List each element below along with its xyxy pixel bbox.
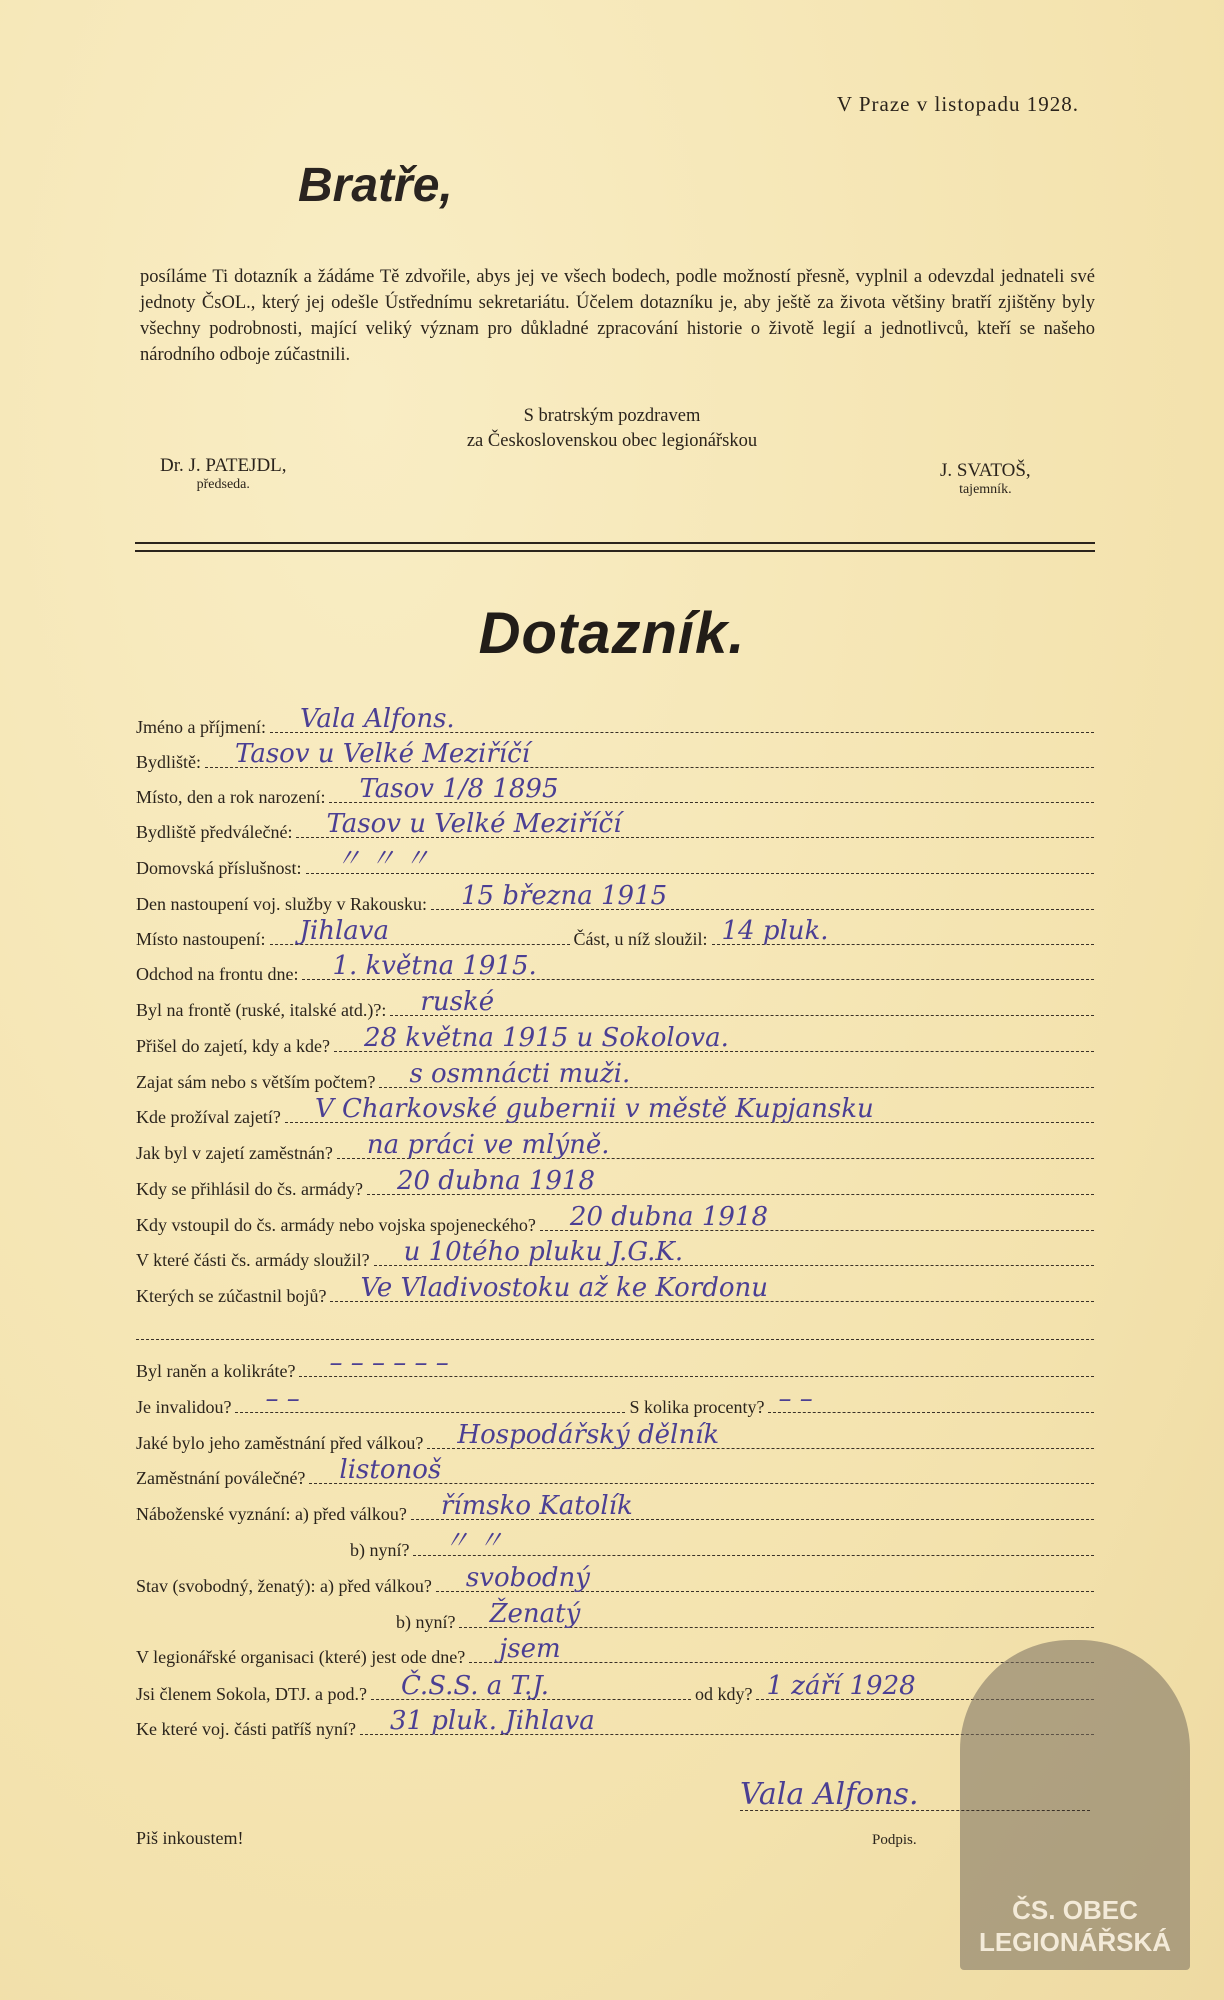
left-signatory bbox=[160, 455, 287, 493]
field-value: 31 pluk. Jihlava bbox=[389, 1706, 595, 1736]
field-value: u 10tého pluku J.G.K. bbox=[403, 1237, 684, 1267]
field-value: na práci ve mlýně. bbox=[366, 1130, 610, 1160]
field-input[interactable] bbox=[285, 1094, 1094, 1124]
field-input[interactable] bbox=[205, 739, 1094, 769]
form-title: Dotazník. bbox=[478, 601, 746, 666]
field-input[interactable] bbox=[309, 1455, 1094, 1485]
field-label: od kdy? bbox=[694, 1684, 753, 1704]
field-value: 1 září 1928 bbox=[766, 1671, 916, 1701]
field-value: V Charkovské gubernii v městě Kupjansku bbox=[314, 1094, 874, 1124]
field-input[interactable] bbox=[768, 1384, 1094, 1414]
field-label: Bydliště: bbox=[136, 752, 202, 772]
field-value: Ve Vladivostoku až ke Kordonu bbox=[360, 1273, 769, 1303]
field-label: Jak byl v zajetí zaměstnán? bbox=[136, 1143, 333, 1163]
field-value: Tasov u Velké Meziříčí bbox=[235, 739, 530, 769]
field-label: Kdy se přihlásil do čs. armády? bbox=[136, 1179, 363, 1199]
field-input[interactable] bbox=[374, 1237, 1094, 1267]
field-label: b) nyní? bbox=[396, 1612, 456, 1632]
field-label: Bydliště předválečné: bbox=[136, 822, 293, 842]
field-label: Zajat sám nebo s větším počtem? bbox=[136, 1072, 376, 1092]
field-label: Byl raněn a kolikráte? bbox=[136, 1361, 296, 1381]
form-row bbox=[136, 916, 1094, 950]
right-signatory-role: tajemník. bbox=[959, 482, 1012, 497]
field-label: Jméno a příjmení: bbox=[136, 717, 266, 737]
field-input[interactable] bbox=[270, 916, 570, 946]
field-input[interactable] bbox=[334, 1023, 1094, 1053]
form-row bbox=[136, 1023, 1094, 1057]
field-input[interactable] bbox=[235, 1384, 625, 1414]
form-row bbox=[136, 1455, 1094, 1489]
form-row bbox=[350, 1526, 1094, 1561]
signature-value: Vala Alfons. bbox=[740, 1777, 919, 1812]
field-label: Kdy vstoupil do čs. armády nebo vojska spojeneckého? bbox=[136, 1215, 536, 1235]
field-value: 20 dubna 1918 bbox=[396, 1166, 596, 1196]
field-input[interactable] bbox=[306, 844, 1094, 874]
form-row bbox=[136, 1315, 1094, 1345]
form-row bbox=[136, 1671, 1094, 1705]
document-date: V Praze v listopadu 1928. bbox=[836, 92, 1079, 116]
field-label: Byl na frontě (ruské, italské atd.)?: bbox=[136, 1000, 387, 1020]
field-value: Vala Alfons. bbox=[299, 704, 455, 734]
salutation-heading: Bratře, bbox=[298, 159, 453, 212]
field-value: jsem bbox=[499, 1634, 561, 1664]
form-row bbox=[136, 1237, 1094, 1271]
form-row bbox=[136, 739, 1094, 773]
field-input[interactable] bbox=[427, 1420, 1094, 1450]
field-value: svobodný bbox=[465, 1563, 590, 1593]
field-input[interactable] bbox=[459, 1599, 1094, 1629]
field-label: Ke které voj. části patříš nyní? bbox=[136, 1719, 356, 1739]
form-row bbox=[136, 1563, 1094, 1597]
form-row bbox=[136, 1706, 1094, 1740]
field-label: Přišel do zajetí, kdy a kde? bbox=[136, 1036, 330, 1056]
field-input[interactable] bbox=[330, 1273, 1094, 1303]
field-label: Je invalidou? bbox=[136, 1397, 232, 1417]
divider-line bbox=[135, 542, 1095, 544]
field-value: – – – – – – bbox=[329, 1348, 449, 1378]
field-value: 〃 〃 〃 bbox=[335, 844, 431, 874]
field-value: 15 března 1915 bbox=[460, 881, 668, 911]
form-row bbox=[136, 951, 1094, 985]
field-label: Jsi členem Sokola, DTJ. a pod.? bbox=[136, 1684, 367, 1704]
field-input[interactable] bbox=[390, 987, 1094, 1017]
form-row bbox=[136, 1094, 1094, 1128]
field-label: Stav (svobodný, ženatý): a) před válkou? bbox=[136, 1576, 432, 1596]
form-row bbox=[136, 1273, 1094, 1307]
field-value: Tasov 1/8 1895 bbox=[359, 774, 559, 804]
field-value: 14 pluk. bbox=[721, 916, 829, 946]
field-input[interactable] bbox=[413, 1526, 1094, 1556]
form-row bbox=[136, 774, 1094, 808]
form-row bbox=[136, 881, 1094, 915]
form-row bbox=[136, 809, 1094, 843]
form-row bbox=[136, 1491, 1094, 1525]
form-row bbox=[396, 1599, 1094, 1633]
field-label: Kterých se zúčastnil bojů? bbox=[136, 1286, 327, 1306]
field-value: Tasov u Velké Meziříčí bbox=[326, 809, 622, 839]
field-label: Den nastoupení voj. služby v Rakousku: bbox=[136, 894, 427, 914]
field-value: s osmnácti muži. bbox=[409, 1059, 631, 1089]
field-label: Domovská příslušnost: bbox=[136, 858, 302, 878]
field-value: 〃 〃 bbox=[443, 1526, 504, 1556]
field-value: 20 dubna 1918 bbox=[569, 1202, 768, 1232]
field-value: – – bbox=[265, 1384, 300, 1414]
field-input[interactable] bbox=[436, 1563, 1094, 1593]
greeting-line-2: za Československou obec legionářskou bbox=[466, 431, 758, 451]
field-value: ruské bbox=[420, 987, 495, 1017]
field-input[interactable] bbox=[469, 1634, 1094, 1664]
field-label: Jaké bylo jeho zaměstnání před válkou? bbox=[136, 1433, 424, 1453]
field-input[interactable] bbox=[299, 1348, 1094, 1378]
field-input[interactable] bbox=[431, 881, 1094, 911]
field-value: 1. května 1915. bbox=[332, 951, 537, 981]
field-input[interactable] bbox=[371, 1671, 691, 1701]
form-row bbox=[136, 1130, 1094, 1164]
field-input[interactable] bbox=[712, 916, 1095, 946]
form-row bbox=[136, 844, 1094, 879]
field-label: Zaměstnání poválečné? bbox=[136, 1468, 306, 1488]
field-input[interactable] bbox=[337, 1130, 1094, 1160]
field-input[interactable] bbox=[270, 704, 1094, 734]
right-signatory-name: J. SVATOŠ, bbox=[940, 460, 1031, 481]
field-value: římsko Katolík bbox=[440, 1491, 633, 1521]
right-signatory bbox=[940, 460, 1031, 498]
form-row bbox=[136, 1420, 1094, 1454]
field-label: Část, u níž sloužil: bbox=[573, 929, 708, 949]
field-label: V legionářské organisaci (které) jest ode dne? bbox=[136, 1647, 466, 1667]
field-value: Č.S.S. a T.J. bbox=[400, 1671, 549, 1701]
field-input[interactable] bbox=[329, 774, 1094, 804]
field-label: S kolika procenty? bbox=[629, 1397, 765, 1417]
signature-field[interactable] bbox=[740, 1770, 1090, 1811]
watermark-text: ČS. OBEC LEGIONÁŘSKÁ bbox=[978, 1895, 1172, 1957]
form-row bbox=[136, 1166, 1094, 1200]
greeting bbox=[0, 404, 1224, 454]
field-label: Místo nastoupení: bbox=[136, 929, 266, 949]
field-input[interactable] bbox=[379, 1059, 1094, 1089]
field-input[interactable] bbox=[136, 1338, 1094, 1340]
field-value: 28 května 1915 u Sokolova. bbox=[363, 1023, 729, 1053]
field-label: V které části čs. armády sloužil? bbox=[136, 1250, 370, 1270]
form-row bbox=[136, 987, 1094, 1021]
field-input[interactable] bbox=[540, 1202, 1094, 1232]
field-value: Hospodářský dělník bbox=[457, 1420, 720, 1450]
field-input[interactable] bbox=[367, 1166, 1094, 1196]
form-row bbox=[136, 704, 1094, 738]
divider-line bbox=[135, 550, 1095, 552]
form-row bbox=[136, 1634, 1094, 1668]
greeting-line-1: S bratrským pozdravem bbox=[523, 406, 701, 426]
form-row bbox=[136, 1348, 1094, 1382]
field-label: b) nyní? bbox=[350, 1540, 410, 1560]
field-input[interactable] bbox=[411, 1491, 1094, 1521]
field-label: Kde prožíval zajetí? bbox=[136, 1107, 281, 1127]
field-value: listonoš bbox=[339, 1455, 442, 1485]
field-value: Jihlava bbox=[299, 916, 389, 946]
field-label: Místo, den a rok narození: bbox=[136, 787, 326, 807]
field-label: Náboženské vyznání: a) před válkou? bbox=[136, 1504, 407, 1524]
field-value: – – bbox=[778, 1384, 813, 1414]
intro-paragraph: posíláme Ti dotazník a žádáme Tě zdvořile, abys jej ve všech bodech, podle možností přesně, vyplnil a odevzdal jednateli své jednoty ČsOL., který jej odešle Ústřednímu sekretariátu. Účelem dotazníku je, aby ještě za života většiny bratří zjištěny byly všechny podrobnosti, mající veliký význam pro důkladné zpracování historie o životě legií a jednotlivců, kteří se našeho národního odboje zúčastnili. bbox=[140, 267, 1095, 365]
signature-label: Podpis. bbox=[872, 1832, 917, 1848]
footer-note: Piš inkoustem! bbox=[136, 1828, 244, 1848]
field-label: Odchod na frontu dne: bbox=[136, 964, 299, 984]
form-row bbox=[136, 1202, 1094, 1236]
left-signatory-role: předseda. bbox=[196, 477, 250, 492]
form-row bbox=[136, 1059, 1094, 1093]
form-row bbox=[136, 1384, 1094, 1418]
field-input[interactable] bbox=[302, 951, 1094, 981]
left-signatory-name: Dr. J. PATEJDL, bbox=[160, 455, 287, 476]
field-value: Ženatý bbox=[489, 1599, 581, 1629]
